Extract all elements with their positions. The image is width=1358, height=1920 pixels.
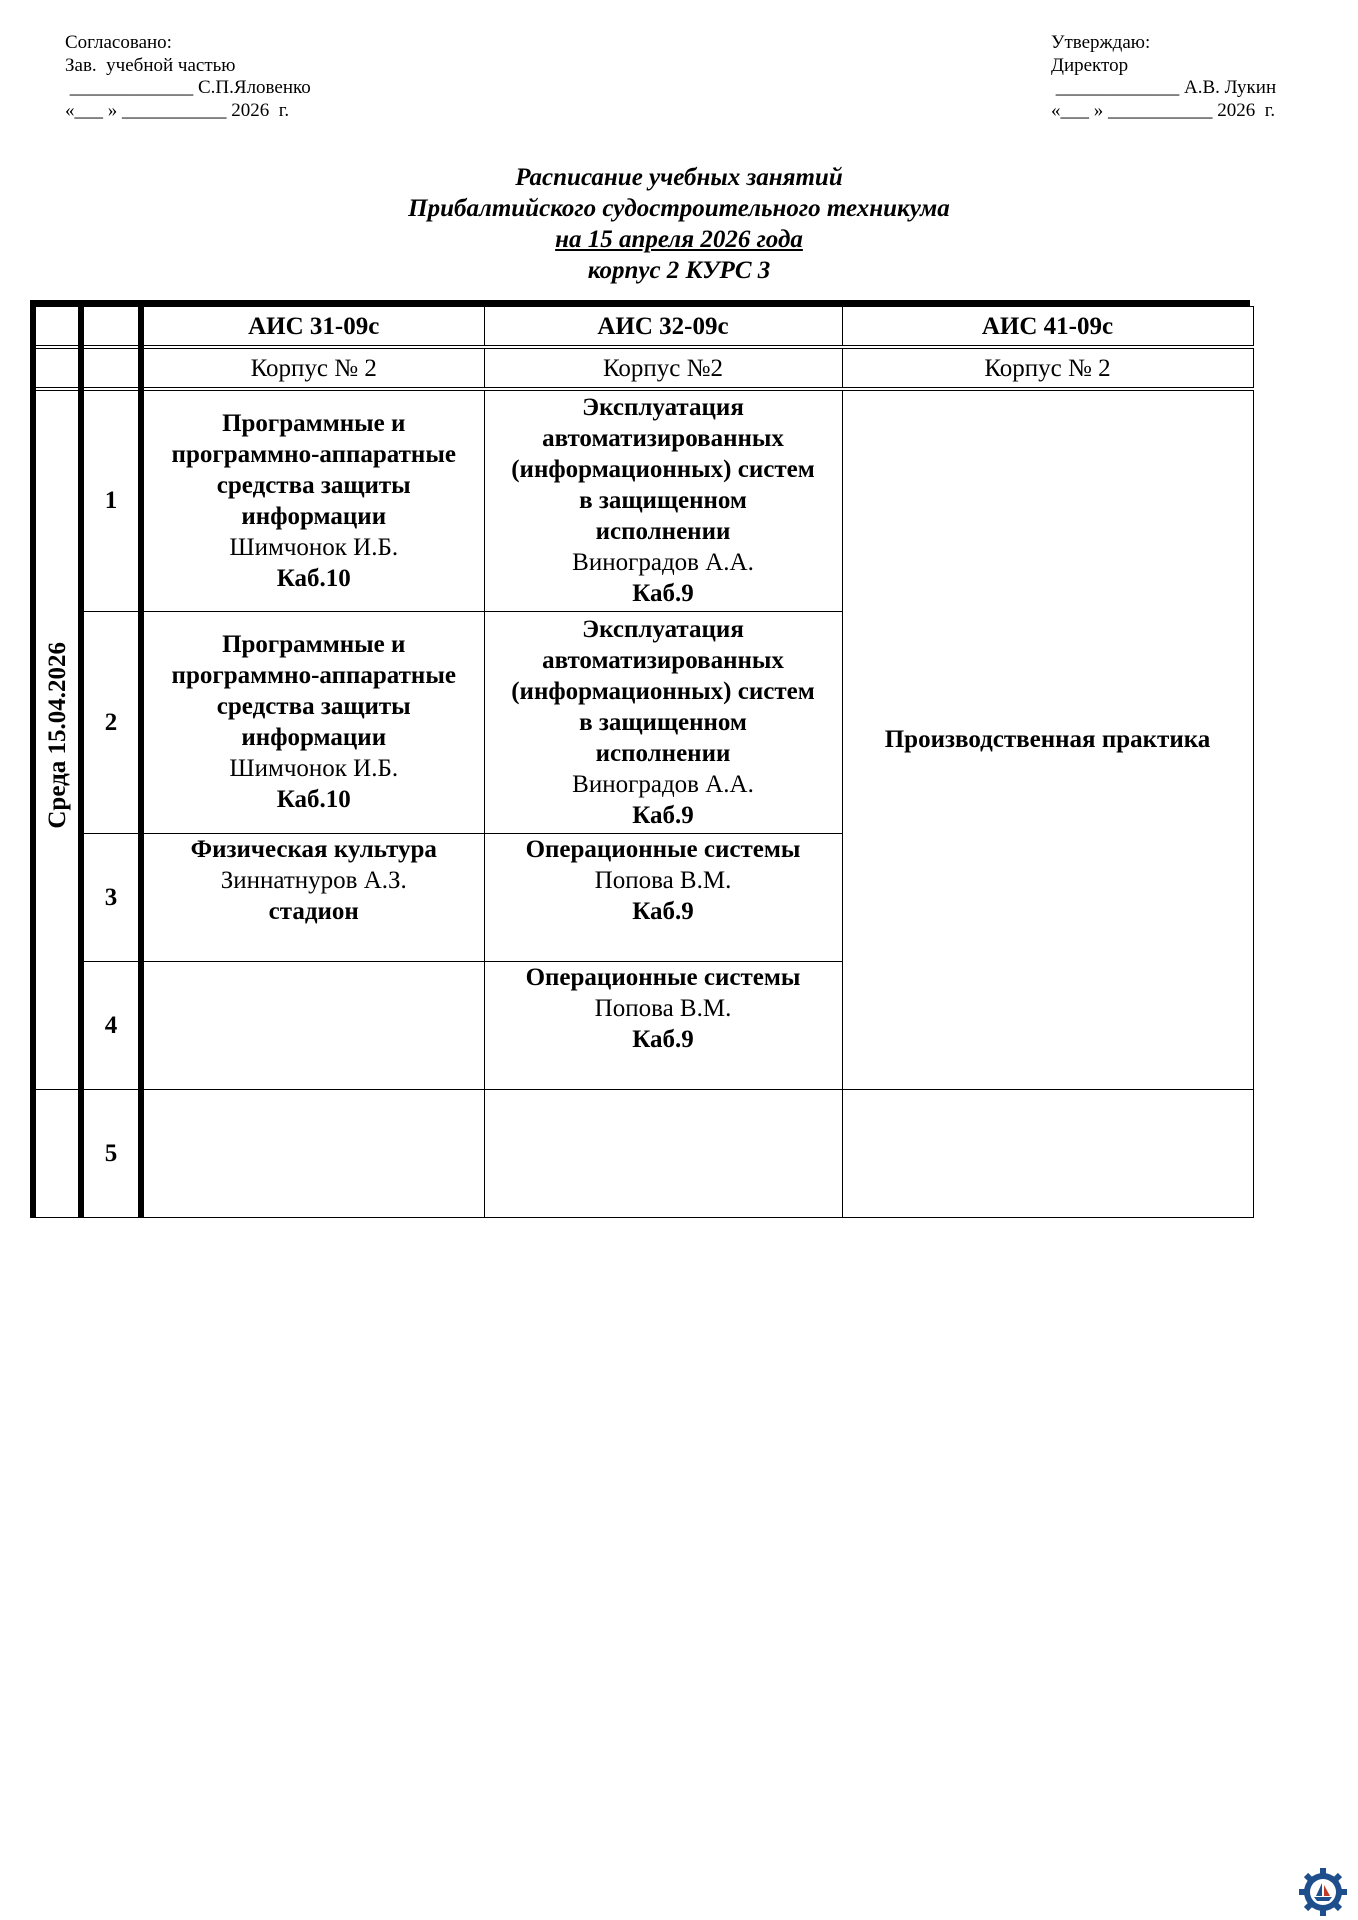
lesson-g3-p5-empty [842, 1089, 1253, 1217]
approval-left-line2: Зав. учебной частью [65, 54, 236, 76]
title-line2: Прибалтийского судостроительного техникума [408, 195, 950, 222]
pair-number-1: 1 [81, 389, 141, 611]
approval-right-line2: Директор [1051, 54, 1129, 76]
college-gear-logo-icon [1298, 1867, 1348, 1917]
schedule-title [0, 162, 1358, 286]
lesson-g2-p2 [484, 611, 842, 833]
group-building-2: Корпус №2 [484, 347, 842, 389]
header-corner-day [33, 307, 81, 348]
lesson-teacher: Зиннатнуров А.З. [220, 866, 407, 894]
lesson-subject: Производственная практика [884, 726, 1211, 754]
title-building-course: корпус 2 КУРС 3 [587, 257, 771, 284]
lesson-subject: Эксплуатация автоматизированных (информационных) систем в защищенном исполнении [511, 615, 815, 767]
pair-number-2: 2 [81, 611, 141, 833]
day-label: Среда 15.04.2026 [43, 642, 71, 830]
approval-right-line3: _____________ А.В. Лукин [1051, 77, 1277, 98]
approval-right-line1: Утверждаю: [1051, 32, 1151, 53]
lesson-teacher: Попова В.М. [594, 866, 732, 894]
lesson-g2-p3 [484, 833, 842, 961]
header-corner-pair [81, 307, 141, 348]
title-line1: Расписание учебных занятий [515, 164, 843, 191]
approval-left-line1: Согласовано: [65, 32, 172, 53]
lesson-subject: Операционные системы [525, 835, 801, 863]
day-cell [33, 389, 81, 1089]
lesson-teacher: Виноградов А.А. [572, 549, 754, 577]
lesson-subject: Эксплуатация автоматизированных (информационных) систем в защищенном исполнении [511, 394, 815, 546]
building-row [33, 347, 1253, 389]
title-date: на 15 апреля 2026 года [555, 226, 803, 253]
building-corner-day [33, 347, 81, 389]
lesson-subject: Операционные системы [525, 963, 801, 991]
lesson-subject: Физическая культура [190, 835, 437, 863]
day-cell-empty [33, 1089, 81, 1217]
schedule-table [30, 300, 1250, 1218]
lesson-subject: Программные и программно-аппаратные средства защиты информации [171, 631, 456, 751]
lesson-teacher: Попова В.М. [594, 994, 732, 1022]
approval-left-line4: «___ » ___________ 2026 г. [65, 99, 290, 121]
lesson-g1-p3 [141, 833, 484, 961]
lesson-g3-practice [842, 389, 1253, 1089]
lesson-g1-p2 [141, 611, 484, 833]
group-building-3: Корпус № 2 [842, 347, 1253, 389]
approval-left-line3: _____________ С.П.Яловенко [65, 77, 311, 98]
group-name-3: АИС 41-09с [842, 307, 1253, 348]
lesson-room: Каб.9 [632, 897, 694, 925]
lesson-g1-p5-empty [141, 1089, 484, 1217]
lesson-room: Каб.9 [632, 580, 694, 608]
pair-number-4: 4 [81, 961, 141, 1089]
building-corner-pair [81, 347, 141, 389]
group-name-2: АИС 32-09с [484, 307, 842, 348]
pair-number-3: 3 [81, 833, 141, 961]
lesson-room: стадион [268, 897, 359, 925]
pair-row-5 [33, 1089, 1253, 1217]
group-name-1: АИС 31-09с [141, 307, 484, 348]
approval-right-block [1051, 32, 1276, 122]
pair-row-1 [33, 389, 1253, 611]
lesson-room: Каб.10 [276, 564, 351, 592]
lesson-room: Каб.10 [276, 786, 351, 813]
lesson-g1-p1 [141, 389, 484, 611]
lesson-g2-p5-empty [484, 1089, 842, 1217]
lesson-teacher: Виноградов А.А. [572, 770, 754, 798]
lesson-g2-p4 [484, 961, 842, 1089]
lesson-teacher: Шимчонок И.Б. [229, 755, 399, 782]
group-header-row [33, 307, 1253, 348]
lesson-room: Каб.9 [632, 1025, 694, 1053]
lesson-g2-p1 [484, 389, 842, 611]
group-building-1: Корпус № 2 [141, 347, 484, 389]
approval-left-block [65, 32, 311, 122]
lesson-teacher: Шимчонок И.Б. [229, 533, 399, 561]
lesson-g1-p4-empty [141, 961, 484, 1089]
lesson-room: Каб.9 [632, 801, 694, 829]
pair-number-5: 5 [81, 1089, 141, 1217]
lesson-subject: Программные и программно-аппаратные средства защиты информации [171, 409, 456, 530]
approval-right-line4: «___ » ___________ 2026 г. [1051, 99, 1276, 121]
